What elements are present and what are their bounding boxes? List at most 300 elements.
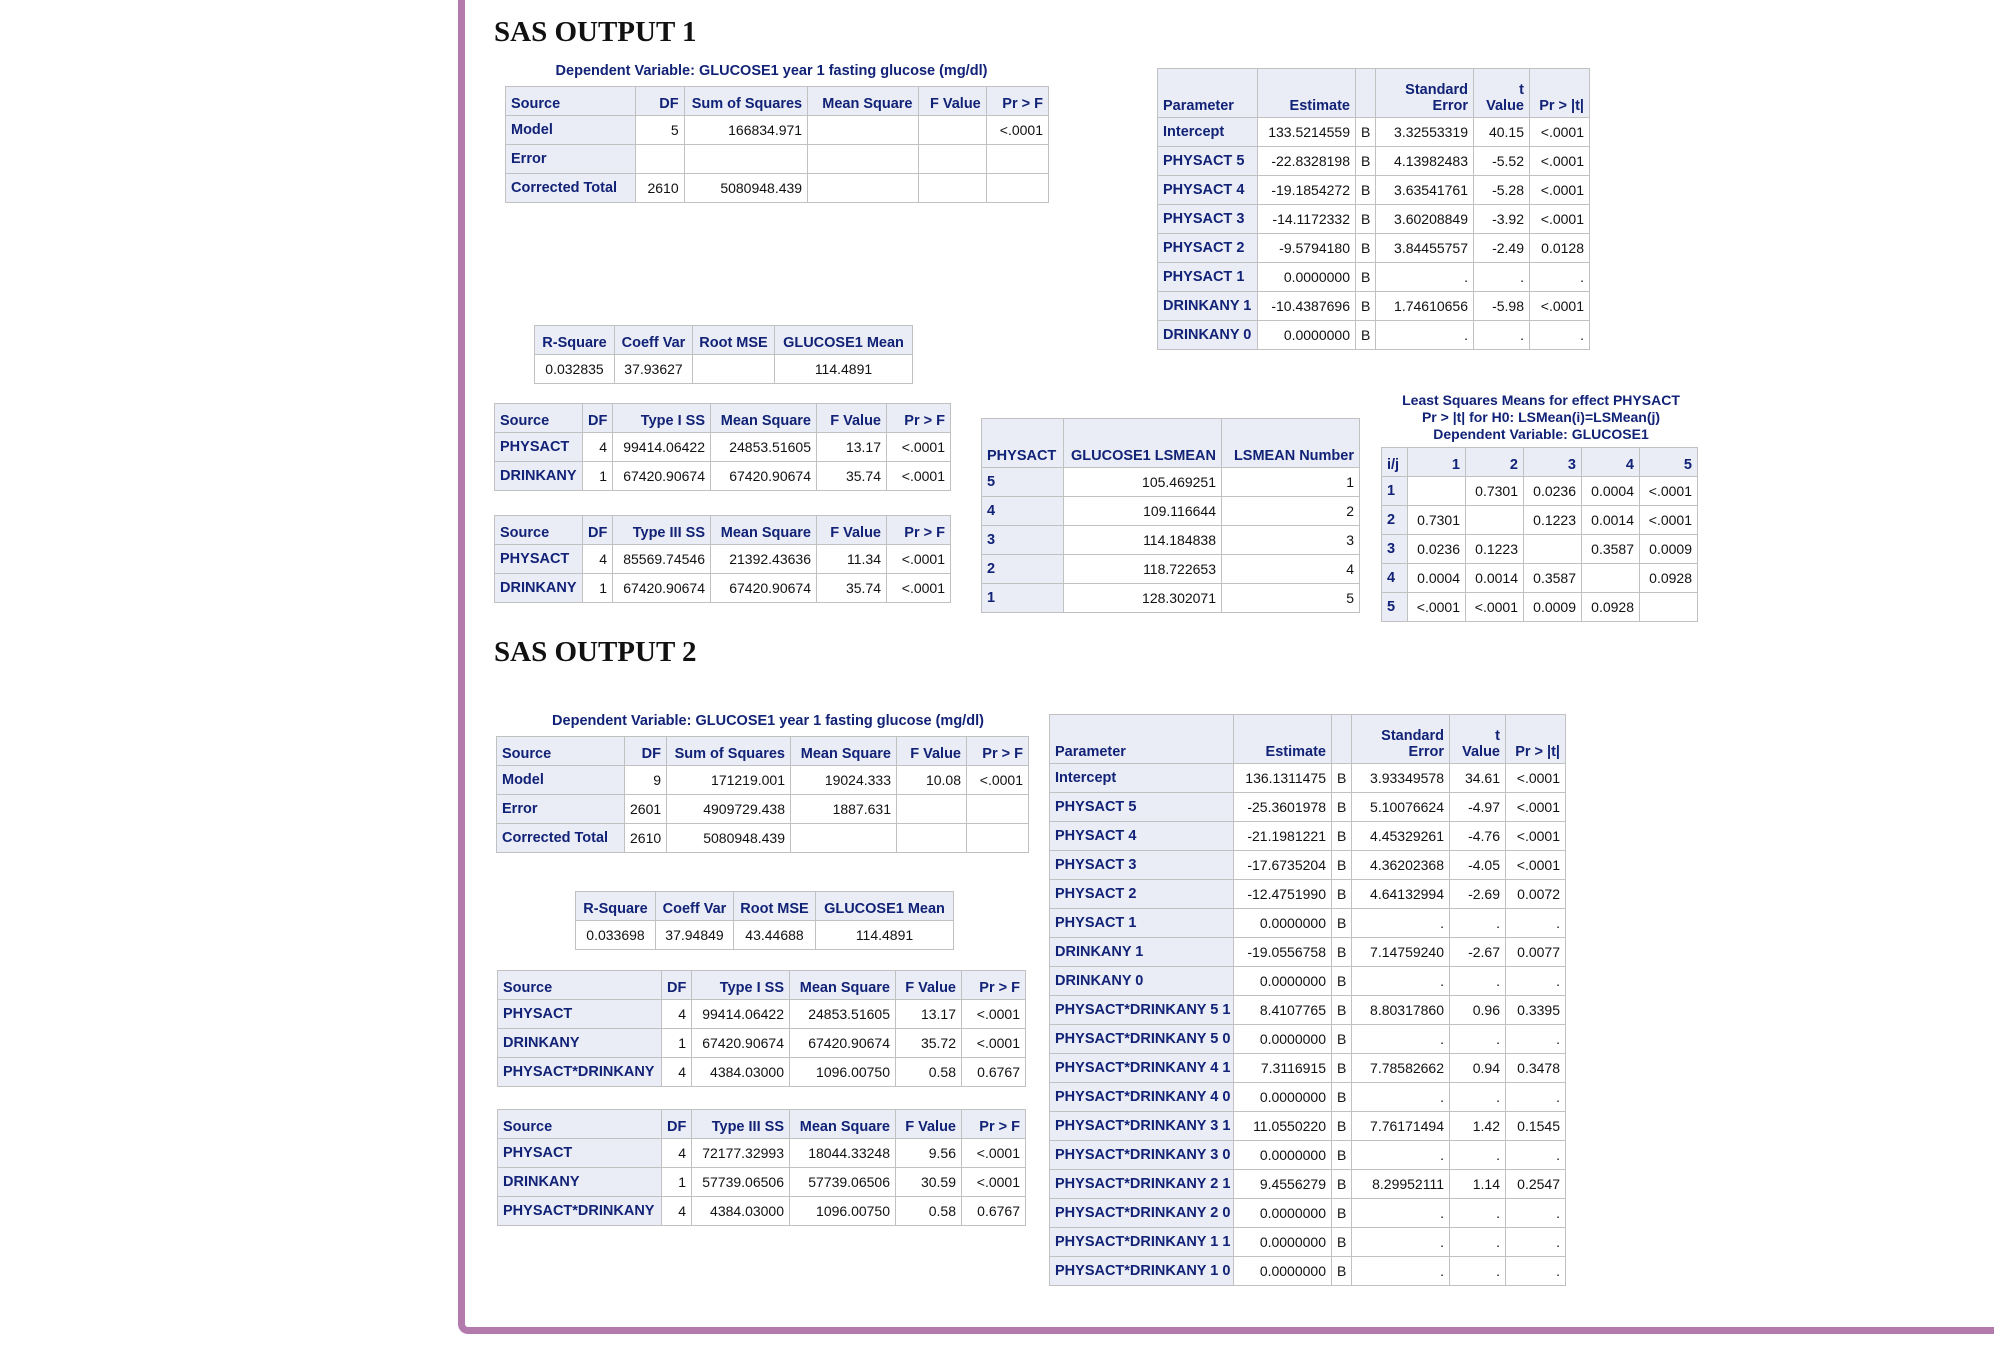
table-cell: 40.15 [1474, 118, 1530, 147]
table-cell: . [1506, 1083, 1566, 1112]
output1-anova-table [505, 86, 1049, 203]
table-row [1158, 147, 1590, 176]
column-header-df: DF [583, 404, 613, 433]
output2-params-block [1049, 714, 1566, 1286]
table-cell: <.0001 [1408, 593, 1466, 622]
table-cell: B [1332, 1112, 1352, 1141]
column-header-f-value: F Value [919, 87, 987, 116]
table-row [1158, 292, 1590, 321]
table-cell: 0.58 [896, 1197, 962, 1226]
table-row [495, 545, 951, 574]
table-cell: 0.0000000 [1258, 321, 1356, 350]
table-cell: 5080948.439 [667, 824, 791, 853]
table-cell: 0.1545 [1506, 1112, 1566, 1141]
column-header-pr-f: Pr > F [967, 737, 1029, 766]
table-cell: -17.6735204 [1234, 851, 1332, 880]
column-header-sum-of-squares: Sum of Squares [685, 87, 808, 116]
table-cell: -2.69 [1450, 880, 1506, 909]
output2-type1-block [497, 970, 1026, 1087]
table-row [1158, 205, 1590, 234]
table-cell: B [1332, 1025, 1352, 1054]
table-cell: B [1332, 880, 1352, 909]
column-header-source: Source [498, 1110, 662, 1139]
row-label: DRINKANY 1 [1050, 938, 1234, 967]
table-cell: -12.4751990 [1234, 880, 1332, 909]
table-cell: <.0001 [1640, 477, 1698, 506]
table-cell: 0.3587 [1582, 535, 1640, 564]
column-header-glucose1-mean: GLUCOSE1 Mean [816, 892, 954, 921]
column-header-mean-square: Mean Square [711, 516, 817, 545]
output1-anova-block [495, 60, 1049, 203]
table-cell [919, 116, 987, 145]
output1-lsmeans-block [981, 418, 1360, 613]
table-cell: 1.42 [1450, 1112, 1506, 1141]
header-row [495, 404, 951, 433]
table-cell: 4 [1222, 555, 1360, 584]
table-row [498, 1058, 1026, 1087]
table-row [1382, 506, 1698, 535]
table-cell: <.0001 [1506, 851, 1566, 880]
table-cell: 5 [1222, 584, 1360, 613]
table-cell: 0.2547 [1506, 1170, 1566, 1199]
table-cell: 136.1311475 [1234, 764, 1332, 793]
table-cell: 171219.001 [667, 766, 791, 795]
table-cell [1408, 477, 1466, 506]
table-cell: <.0001 [1530, 205, 1590, 234]
table-row [497, 766, 1029, 795]
table-cell: 0.0128 [1530, 234, 1590, 263]
column-header-df: DF [662, 971, 692, 1000]
output2-anova-table [496, 736, 1029, 853]
table-cell: 1 [662, 1168, 692, 1197]
table-row [1382, 535, 1698, 564]
column-header-t-value: t Value [1450, 715, 1506, 764]
row-label: 1 [982, 584, 1064, 613]
table-cell: 4384.03000 [692, 1058, 790, 1087]
table-row [498, 1029, 1026, 1058]
column-header-df: DF [662, 1110, 692, 1139]
table-row [497, 795, 1029, 824]
row-label: PHYSACT 3 [1158, 205, 1258, 234]
table-cell: B [1332, 822, 1352, 851]
table-row [1050, 822, 1566, 851]
table-cell: 0.0009 [1524, 593, 1582, 622]
column-header-5: 5 [1640, 448, 1698, 477]
table-cell: <.0001 [1506, 793, 1566, 822]
row-label: PHYSACT 2 [1050, 880, 1234, 909]
row-label: Error [506, 145, 636, 174]
table-cell: -9.5794180 [1258, 234, 1356, 263]
table-cell: . [1352, 1083, 1450, 1112]
table-cell: 7.78582662 [1352, 1054, 1450, 1083]
table-row [1050, 909, 1566, 938]
column-header-source: Source [498, 971, 662, 1000]
row-label: 2 [982, 555, 1064, 584]
table-cell: 34.61 [1450, 764, 1506, 793]
row-label: 5 [1382, 593, 1408, 622]
column-header-source: Source [497, 737, 625, 766]
table-cell: -10.4387696 [1258, 292, 1356, 321]
table-row [1050, 996, 1566, 1025]
table-row [498, 1197, 1026, 1226]
table-cell: B [1356, 234, 1376, 263]
table-cell: <.0001 [962, 1139, 1026, 1168]
column-header-pr-f: Pr > F [962, 971, 1026, 1000]
table-cell: 4.36202368 [1352, 851, 1450, 880]
table-cell: . [1352, 1228, 1450, 1257]
table-cell: B [1332, 764, 1352, 793]
output1-heading: SAS OUTPUT 1 [494, 16, 697, 48]
column-header-flag [1332, 715, 1352, 764]
row-label: Model [506, 116, 636, 145]
row-label: PHYSACT*DRINKANY 5 1 [1050, 996, 1234, 1025]
table-cell: 67420.90674 [692, 1029, 790, 1058]
output1-dependent-label: Dependent Variable: GLUCOSE1 year 1 fasting glucose (mg/dl) [555, 63, 988, 79]
row-label: DRINKANY 0 [1050, 967, 1234, 996]
table-cell: . [1474, 321, 1530, 350]
column-header-source: Source [495, 516, 583, 545]
table-cell: <.0001 [962, 1029, 1026, 1058]
table-cell: 0.58 [896, 1058, 962, 1087]
table-cell: 99414.06422 [692, 1000, 790, 1029]
table-row [1050, 1170, 1566, 1199]
table-cell: 0.0000000 [1234, 1025, 1332, 1054]
table-cell: B [1356, 263, 1376, 292]
table-cell: <.0001 [967, 766, 1029, 795]
table-row [1158, 234, 1590, 263]
column-header-mean-square: Mean Square [711, 404, 817, 433]
table-cell [967, 824, 1029, 853]
row-label: Corrected Total [506, 174, 636, 203]
table-cell: 114.184838 [1064, 526, 1222, 555]
table-cell: 0.0928 [1640, 564, 1698, 593]
table-cell: . [1376, 321, 1474, 350]
row-label: 0.032835 [535, 355, 615, 384]
table-row [1050, 1083, 1566, 1112]
table-cell: . [1530, 263, 1590, 292]
table-cell: <.0001 [987, 116, 1049, 145]
row-label: DRINKANY [495, 574, 583, 603]
table-cell [919, 174, 987, 203]
row-label: 4 [1382, 564, 1408, 593]
header-row [576, 892, 954, 921]
row-label: PHYSACT 1 [1050, 909, 1234, 938]
table-cell: 0.0000000 [1234, 1141, 1332, 1170]
table-cell: 21392.43636 [711, 545, 817, 574]
table-row [1050, 1025, 1566, 1054]
table-cell: 0.96 [1450, 996, 1506, 1025]
header-row [498, 971, 1026, 1000]
table-cell: 2610 [625, 824, 667, 853]
table-cell: 37.93627 [615, 355, 693, 384]
table-cell: 1887.631 [791, 795, 897, 824]
table-cell: 43.44688 [734, 921, 816, 950]
table-cell: 4 [662, 1000, 692, 1029]
table-cell: 4384.03000 [692, 1197, 790, 1226]
row-label: PHYSACT [495, 433, 583, 462]
column-header-estimate: Estimate [1258, 69, 1356, 118]
table-cell: 0.1223 [1524, 506, 1582, 535]
column-header-sum-of-squares: Sum of Squares [667, 737, 791, 766]
row-label: Model [497, 766, 625, 795]
table-cell [1640, 593, 1698, 622]
table-cell: -5.28 [1474, 176, 1530, 205]
table-cell: . [1352, 1257, 1450, 1286]
row-label: 0.033698 [576, 921, 656, 950]
table-cell: 57739.06506 [790, 1168, 896, 1197]
table-cell: -21.1981221 [1234, 822, 1332, 851]
row-label: PHYSACT 1 [1158, 263, 1258, 292]
row-label: PHYSACT 5 [1158, 147, 1258, 176]
table-cell: 3 [1222, 526, 1360, 555]
table-cell: 11.0550220 [1234, 1112, 1332, 1141]
table-row [982, 497, 1360, 526]
table-row [1050, 880, 1566, 909]
table-cell: <.0001 [887, 545, 951, 574]
table-row [1382, 593, 1698, 622]
table-cell: B [1332, 1083, 1352, 1112]
table-cell [685, 145, 808, 174]
column-header-standard-error: Standard Error [1352, 715, 1450, 764]
table-cell: 0.0004 [1408, 564, 1466, 593]
table-cell: 8.80317860 [1352, 996, 1450, 1025]
table-cell: B [1356, 292, 1376, 321]
output1-type3-block [494, 515, 951, 603]
table-row [506, 174, 1049, 203]
output1-pairwise-block [1381, 390, 1701, 622]
table-cell: . [1352, 1141, 1450, 1170]
column-header-coeff-var: Coeff Var [656, 892, 734, 921]
table-cell: 0.0077 [1506, 938, 1566, 967]
table-cell: 2601 [625, 795, 667, 824]
output2-dependent-label: Dependent Variable: GLUCOSE1 year 1 fasting glucose (mg/dl) [552, 713, 984, 729]
row-label: Corrected Total [497, 824, 625, 853]
header-row [1050, 715, 1566, 764]
row-label: PHYSACT*DRINKANY 1 0 [1050, 1257, 1234, 1286]
column-header-glucose1-lsmean: GLUCOSE1 LSMEAN [1064, 419, 1222, 468]
table-cell [1524, 535, 1582, 564]
output1-type1-block [494, 403, 951, 491]
table-cell: . [1450, 1199, 1506, 1228]
table-cell: 2 [1222, 497, 1360, 526]
column-header-glucose1-mean: GLUCOSE1 Mean [775, 326, 913, 355]
table-cell: 4 [662, 1197, 692, 1226]
table-cell [987, 174, 1049, 203]
column-header-type-i-ss: Type I SS [613, 404, 711, 433]
table-cell: <.0001 [1530, 176, 1590, 205]
table-cell: 0.6767 [962, 1058, 1026, 1087]
table-row [1050, 1228, 1566, 1257]
table-row [1050, 793, 1566, 822]
table-cell: 1 [583, 574, 613, 603]
row-label: PHYSACT*DRINKANY 5 0 [1050, 1025, 1234, 1054]
table-row [982, 526, 1360, 555]
table-cell [791, 824, 897, 853]
table-cell: 0.0009 [1640, 535, 1698, 564]
table-row [1382, 564, 1698, 593]
table-cell: 0.3587 [1524, 564, 1582, 593]
output1-params-block [1157, 68, 1590, 350]
column-header-f-value: F Value [896, 971, 962, 1000]
table-cell: 114.4891 [816, 921, 954, 950]
table-cell: . [1450, 909, 1506, 938]
column-header-parameter: Parameter [1050, 715, 1234, 764]
table-cell: 85569.74546 [613, 545, 711, 574]
table-cell: 30.59 [896, 1168, 962, 1197]
header-row [495, 516, 951, 545]
table-cell: 72177.32993 [692, 1139, 790, 1168]
column-header-flag [1356, 69, 1376, 118]
table-cell: <.0001 [887, 574, 951, 603]
table-cell: 109.116644 [1064, 497, 1222, 526]
column-header-type-iii-ss: Type III SS [613, 516, 711, 545]
row-label: 2 [1382, 506, 1408, 535]
table-cell: -5.98 [1474, 292, 1530, 321]
table-cell: 0.0000000 [1234, 909, 1332, 938]
table-cell: 2610 [636, 174, 684, 203]
table-cell: 1.14 [1450, 1170, 1506, 1199]
table-cell: 4 [583, 433, 613, 462]
table-cell: . [1376, 263, 1474, 292]
header-row [506, 87, 1049, 116]
table-cell: 5.10076624 [1352, 793, 1450, 822]
pairwise-caption-line2: Pr > |t| for H0: LSMean(i)=LSMean(j) [1421, 409, 1661, 425]
table-cell: . [1506, 1141, 1566, 1170]
header-row [535, 326, 913, 355]
table-cell: . [1352, 1199, 1450, 1228]
table-cell [897, 795, 967, 824]
column-header-mean-square: Mean Square [808, 87, 918, 116]
table-cell: -19.0556758 [1234, 938, 1332, 967]
row-label: DRINKANY [498, 1029, 662, 1058]
table-row [982, 584, 1360, 613]
column-header-t-value: t Value [1474, 69, 1530, 118]
table-cell: . [1450, 1228, 1506, 1257]
table-row [1050, 1054, 1566, 1083]
table-cell: 7.3116915 [1234, 1054, 1332, 1083]
row-label: PHYSACT [498, 1000, 662, 1029]
table-row [1050, 1199, 1566, 1228]
table-cell: 0.7301 [1466, 477, 1524, 506]
table-cell: -19.1854272 [1258, 176, 1356, 205]
output1-params-table [1157, 68, 1590, 350]
table-cell: B [1356, 118, 1376, 147]
table-cell: 0.0000000 [1258, 263, 1356, 292]
output2-type3-block [497, 1109, 1026, 1226]
table-cell: 0.1223 [1466, 535, 1524, 564]
table-cell: 0.0014 [1582, 506, 1640, 535]
table-cell: 11.34 [817, 545, 887, 574]
column-header-mean-square: Mean Square [791, 737, 897, 766]
column-header-pr-t: Pr > |t| [1506, 715, 1566, 764]
output2-type1-table [497, 970, 1026, 1087]
table-row [495, 574, 951, 603]
table-cell: B [1332, 1141, 1352, 1170]
table-row [495, 462, 951, 491]
table-cell: . [1506, 1025, 1566, 1054]
table-cell: B [1356, 321, 1376, 350]
column-header-standard-error: Standard Error [1376, 69, 1474, 118]
column-header-2: 2 [1466, 448, 1524, 477]
table-cell: <.0001 [1506, 822, 1566, 851]
table-cell [808, 145, 918, 174]
table-cell: <.0001 [887, 433, 951, 462]
row-label: PHYSACT*DRINKANY [498, 1197, 662, 1226]
table-cell: B [1332, 996, 1352, 1025]
row-label: PHYSACT*DRINKANY 4 0 [1050, 1083, 1234, 1112]
row-label: PHYSACT 2 [1158, 234, 1258, 263]
table-cell: B [1332, 1170, 1352, 1199]
table-cell: 7.76171494 [1352, 1112, 1450, 1141]
table-cell: 0.0236 [1524, 477, 1582, 506]
row-label: PHYSACT*DRINKANY 1 1 [1050, 1228, 1234, 1257]
column-header-1: 1 [1408, 448, 1466, 477]
column-header-physact: PHYSACT [982, 419, 1064, 468]
table-cell: 133.5214559 [1258, 118, 1356, 147]
row-label: DRINKANY 0 [1158, 321, 1258, 350]
table-cell: 0.3478 [1506, 1054, 1566, 1083]
table-row [1050, 967, 1566, 996]
table-cell: 0.0236 [1408, 535, 1466, 564]
table-cell: . [1352, 1025, 1450, 1054]
table-row [1158, 263, 1590, 292]
column-header-df: DF [636, 87, 684, 116]
row-label: 3 [982, 526, 1064, 555]
row-label: PHYSACT*DRINKANY 3 1 [1050, 1112, 1234, 1141]
table-row [1050, 1257, 1566, 1286]
row-label: PHYSACT 3 [1050, 851, 1234, 880]
table-cell: . [1530, 321, 1590, 350]
table-cell: 35.74 [817, 462, 887, 491]
output1-fit-block [534, 325, 913, 384]
row-label: PHYSACT 4 [1158, 176, 1258, 205]
table-cell: . [1450, 1083, 1506, 1112]
table-cell: <.0001 [1640, 506, 1698, 535]
table-cell: 4909729.438 [667, 795, 791, 824]
table-row [498, 1000, 1026, 1029]
output1-pairwise-caption [1381, 390, 1701, 447]
table-cell: -22.8328198 [1258, 147, 1356, 176]
row-label: PHYSACT*DRINKANY 4 1 [1050, 1054, 1234, 1083]
table-cell: 4 [662, 1058, 692, 1087]
table-cell: 0.7301 [1408, 506, 1466, 535]
table-cell: 0.0000000 [1234, 1083, 1332, 1112]
table-cell: 7.14759240 [1352, 938, 1450, 967]
column-header-root-mse: Root MSE [693, 326, 775, 355]
row-label: Intercept [1050, 764, 1234, 793]
header-row [1382, 448, 1698, 477]
table-cell: 3.84455757 [1376, 234, 1474, 263]
row-label: PHYSACT 5 [1050, 793, 1234, 822]
column-header-coeff-var: Coeff Var [615, 326, 693, 355]
row-label: 4 [982, 497, 1064, 526]
table-cell: B [1356, 205, 1376, 234]
column-header-4: 4 [1582, 448, 1640, 477]
table-cell: -4.05 [1450, 851, 1506, 880]
table-cell: 9.56 [896, 1139, 962, 1168]
table-cell: -4.97 [1450, 793, 1506, 822]
row-label: 1 [1382, 477, 1408, 506]
column-header-pr-f: Pr > F [987, 87, 1049, 116]
table-cell: . [1506, 1257, 1566, 1286]
table-cell: 0.0000000 [1234, 1228, 1332, 1257]
table-row [982, 468, 1360, 497]
table-cell: -25.3601978 [1234, 793, 1332, 822]
table-cell: . [1474, 263, 1530, 292]
table-cell [808, 174, 918, 203]
table-cell: 9.4556279 [1234, 1170, 1332, 1199]
table-cell: -2.49 [1474, 234, 1530, 263]
